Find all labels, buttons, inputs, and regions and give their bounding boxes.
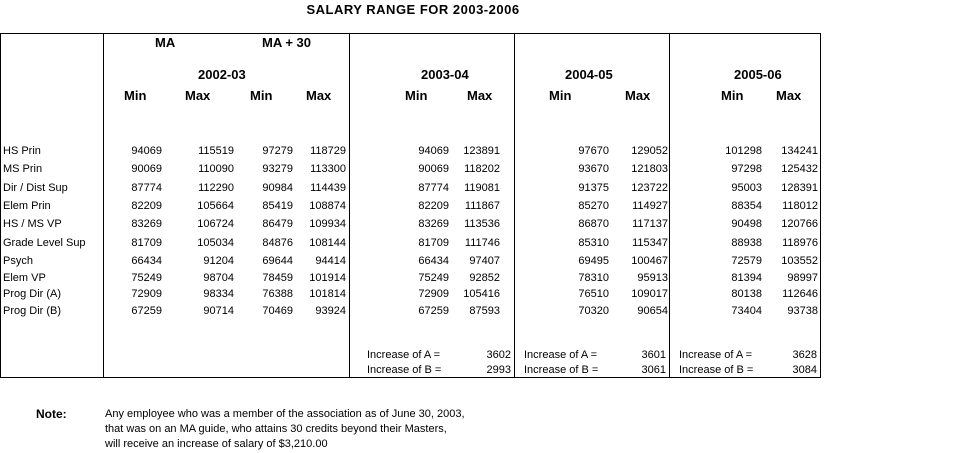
table-cell: 120766 bbox=[781, 218, 818, 230]
table-cell: 81709 bbox=[418, 237, 449, 249]
table-cell: 93738 bbox=[787, 305, 818, 317]
table-cell: 118729 bbox=[310, 145, 346, 157]
table-cell: 67259 bbox=[418, 305, 449, 317]
table-cell: 86479 bbox=[262, 218, 293, 230]
min-header: Min bbox=[721, 88, 744, 103]
table-cell: 115519 bbox=[198, 145, 234, 157]
row-label: HS Prin bbox=[3, 145, 41, 157]
row-label: Prog Dir (B) bbox=[3, 305, 62, 317]
table-cell: 72909 bbox=[418, 288, 449, 300]
row-label: Prog Dir (A) bbox=[3, 288, 62, 300]
table-cell: 88938 bbox=[731, 237, 762, 249]
increase-b-label: Increase of B = bbox=[367, 364, 442, 376]
table-cell: 106724 bbox=[197, 218, 234, 230]
table-cell: 115347 bbox=[632, 237, 668, 249]
year-header-2002: 2002-03 bbox=[198, 67, 246, 82]
table-cell: 85310 bbox=[578, 237, 609, 249]
table-cell: 66434 bbox=[418, 255, 449, 267]
table-cell: 113300 bbox=[310, 163, 346, 175]
table-cell: 101298 bbox=[725, 145, 762, 157]
table-cell: 67259 bbox=[131, 305, 162, 317]
table-cell: 90714 bbox=[203, 305, 234, 317]
table-cell: 112290 bbox=[198, 182, 234, 194]
table-cell: 129052 bbox=[631, 145, 668, 157]
table-cell: 70320 bbox=[578, 305, 609, 317]
table-cell: 78310 bbox=[578, 272, 609, 284]
table-cell: 123891 bbox=[463, 145, 500, 157]
row-label: Psych bbox=[3, 255, 33, 267]
table-cell: 91375 bbox=[578, 182, 609, 194]
table-cell: 111867 bbox=[464, 200, 500, 212]
table-cell: 87774 bbox=[418, 182, 449, 194]
table-cell: 83269 bbox=[418, 218, 449, 230]
table-cell: 98704 bbox=[203, 272, 234, 284]
table-cell: 72579 bbox=[731, 255, 762, 267]
note-line: Any employee who was a member of the association as of June 30, 2003, bbox=[105, 408, 465, 420]
note-label: Note: bbox=[36, 407, 67, 421]
table-cell: 92852 bbox=[469, 272, 500, 284]
table-cell: 82209 bbox=[418, 200, 449, 212]
table-cell: 90654 bbox=[637, 305, 668, 317]
table-cell: 90069 bbox=[418, 163, 449, 175]
table-cell: 97279 bbox=[262, 145, 293, 157]
table-cell: 95003 bbox=[731, 182, 762, 194]
table-cell: 118012 bbox=[782, 200, 818, 212]
table-cell: 114927 bbox=[632, 200, 668, 212]
year-header-2004: 2004-05 bbox=[565, 67, 613, 82]
table-cell: 105664 bbox=[197, 200, 234, 212]
table-cell: 76510 bbox=[578, 288, 609, 300]
table-cell: 112646 bbox=[782, 288, 818, 300]
max-header: Max bbox=[776, 88, 802, 103]
table-cell: 100467 bbox=[631, 255, 668, 267]
table-cell: 123722 bbox=[631, 182, 668, 194]
table-cell: 118976 bbox=[782, 237, 818, 249]
year-header-2005: 2005-06 bbox=[734, 67, 782, 82]
max-header: Max bbox=[306, 88, 332, 103]
table-cell: 113536 bbox=[464, 218, 500, 230]
ma-header: MA bbox=[155, 35, 176, 50]
table-cell: 109017 bbox=[631, 288, 668, 300]
table-cell: 119081 bbox=[464, 182, 500, 194]
row-label: HS / MS VP bbox=[3, 218, 62, 230]
max-header: Max bbox=[185, 88, 211, 103]
table-cell: 128391 bbox=[781, 182, 818, 194]
table-cell: 70469 bbox=[262, 305, 293, 317]
table-cell: 105034 bbox=[197, 237, 234, 249]
year-header-2003: 2003-04 bbox=[421, 67, 469, 82]
table-cell: 108144 bbox=[309, 237, 346, 249]
table-cell: 93279 bbox=[262, 163, 293, 175]
table-right-border bbox=[820, 33, 821, 378]
table-cell: 125432 bbox=[781, 163, 818, 175]
table-cell: 105416 bbox=[463, 288, 500, 300]
table-cell: 76388 bbox=[262, 288, 293, 300]
table-cell: 95913 bbox=[637, 272, 668, 284]
table-top-border bbox=[0, 33, 821, 34]
table-cell: 91204 bbox=[203, 255, 234, 267]
table-cell: 73404 bbox=[731, 305, 762, 317]
table-cell: 93924 bbox=[315, 305, 346, 317]
table-cell: 85419 bbox=[262, 200, 293, 212]
table-cell: 69644 bbox=[262, 255, 293, 267]
table-cell: 110090 bbox=[198, 163, 234, 175]
table-cell: 72909 bbox=[131, 288, 162, 300]
row-label: Elem Prin bbox=[3, 200, 51, 212]
column-divider-2004 bbox=[669, 33, 670, 378]
table-cell: 97298 bbox=[731, 163, 762, 175]
table-cell: 98997 bbox=[787, 272, 818, 284]
ma30-header: MA + 30 bbox=[262, 35, 312, 50]
table-cell: 103552 bbox=[781, 255, 818, 267]
table-cell: 97670 bbox=[578, 145, 609, 157]
table-cell: 80138 bbox=[731, 288, 762, 300]
table-cell: 101814 bbox=[309, 288, 346, 300]
table-cell: 75249 bbox=[418, 272, 449, 284]
table-cell: 84876 bbox=[262, 237, 293, 249]
table-cell: 111746 bbox=[464, 237, 500, 249]
max-header: Max bbox=[467, 88, 493, 103]
note-line: that was on an MA guide, who attains 30 credits beyond their Masters, bbox=[105, 423, 447, 435]
table-cell: 69495 bbox=[578, 255, 609, 267]
table-left-border bbox=[0, 33, 1, 378]
min-header: Min bbox=[405, 88, 428, 103]
increase-b-value: 2993 bbox=[486, 364, 511, 376]
table-cell: 66434 bbox=[131, 255, 162, 267]
min-header: Min bbox=[124, 88, 147, 103]
table-cell: 98334 bbox=[203, 288, 234, 300]
column-divider-label bbox=[103, 33, 104, 378]
table-cell: 97407 bbox=[469, 255, 500, 267]
table-cell: 83269 bbox=[131, 218, 162, 230]
max-header: Max bbox=[625, 88, 651, 103]
min-header: Min bbox=[549, 88, 572, 103]
note-line: will receive an increase of salary of $3,210.00 bbox=[105, 438, 328, 450]
table-cell: 94069 bbox=[418, 145, 449, 157]
row-label: Grade Level Sup bbox=[3, 237, 86, 249]
increase-a-value: 3601 bbox=[641, 349, 666, 361]
increase-a-label: Increase of A = bbox=[524, 349, 598, 361]
row-label: Dir / Dist Sup bbox=[3, 182, 68, 194]
table-cell: 81394 bbox=[731, 272, 762, 284]
page-title: SALARY RANGE FOR 2003-2006 bbox=[306, 2, 520, 17]
table-cell: 90498 bbox=[731, 218, 762, 230]
increase-a-value: 3628 bbox=[792, 349, 817, 361]
table-cell: 109934 bbox=[309, 218, 346, 230]
table-cell: 85270 bbox=[578, 200, 609, 212]
table-cell: 87774 bbox=[131, 182, 162, 194]
table-cell: 134241 bbox=[781, 145, 818, 157]
table-cell: 94069 bbox=[131, 145, 162, 157]
increase-b-value: 3084 bbox=[792, 364, 817, 376]
increase-a-label: Increase of A = bbox=[679, 349, 753, 361]
table-cell: 78459 bbox=[262, 272, 293, 284]
min-header: Min bbox=[250, 88, 273, 103]
table-bottom-border bbox=[0, 377, 821, 378]
column-divider-2003 bbox=[514, 33, 515, 378]
table-cell: 88354 bbox=[731, 200, 762, 212]
table-cell: 94414 bbox=[315, 255, 346, 267]
table-cell: 90069 bbox=[131, 163, 162, 175]
column-divider-2002 bbox=[349, 33, 350, 378]
table-cell: 81709 bbox=[131, 237, 162, 249]
row-label: Elem VP bbox=[3, 272, 46, 284]
increase-b-label: Increase of B = bbox=[524, 364, 599, 376]
table-cell: 117137 bbox=[632, 218, 668, 230]
table-cell: 108874 bbox=[309, 200, 346, 212]
increase-a-label: Increase of A = bbox=[367, 349, 441, 361]
increase-b-value: 3061 bbox=[641, 364, 666, 376]
table-cell: 87593 bbox=[469, 305, 500, 317]
table-cell: 101914 bbox=[309, 272, 346, 284]
row-label: MS Prin bbox=[3, 163, 43, 175]
table-cell: 121803 bbox=[631, 163, 668, 175]
increase-a-value: 3602 bbox=[486, 349, 511, 361]
table-cell: 90984 bbox=[262, 182, 293, 194]
table-cell: 93670 bbox=[578, 163, 609, 175]
table-cell: 86870 bbox=[578, 218, 609, 230]
table-cell: 75249 bbox=[131, 272, 162, 284]
table-cell: 114439 bbox=[310, 182, 346, 194]
increase-b-label: Increase of B = bbox=[679, 364, 754, 376]
table-cell: 118202 bbox=[464, 163, 500, 175]
table-cell: 82209 bbox=[131, 200, 162, 212]
